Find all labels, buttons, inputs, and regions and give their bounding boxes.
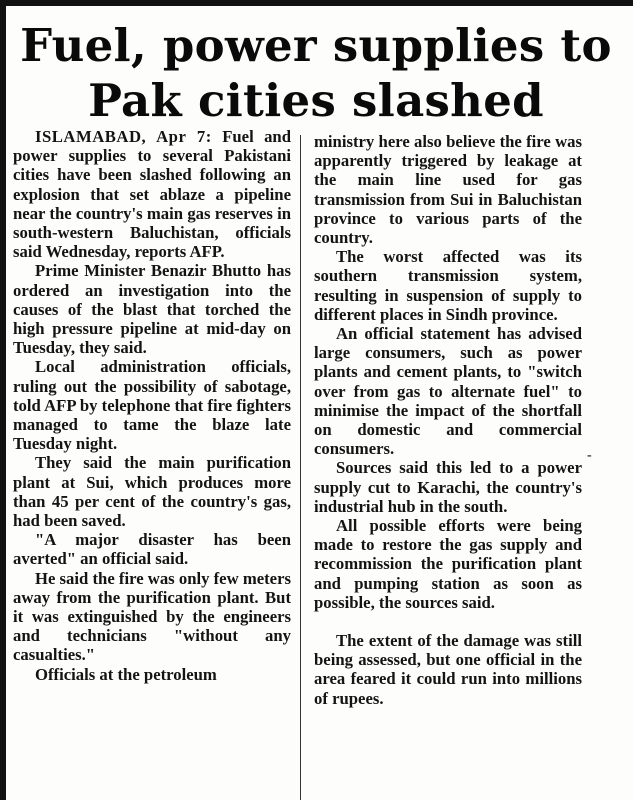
left-border-rule [0, 0, 6, 800]
paragraph: An official statement has advised large consumers, such as power plants and cement plants, to "switch over from gas to alternate fuel" to minimise the impact of the shortfall on domestic and commercial consumers. [314, 324, 582, 459]
column-divider [300, 135, 301, 800]
paragraph: "A major disaster has been averted" an official said. [13, 530, 291, 569]
paragraph: The worst affected was its southern transmission system, resulting in suspension of supply to different places in Sindh province. [314, 247, 582, 324]
headline-line-1: Fuel, power supplies to [20, 19, 612, 72]
top-border-rule [0, 0, 633, 6]
headline [10, 18, 622, 128]
paragraph-lead [13, 127, 291, 261]
paragraph: Local administration officials, ruling out the possibility of sabotage, told AFP by telephone that fire fighters managed to tame the blaze late Tuesday night. [13, 357, 291, 454]
paragraph: Officials at the petroleum [35, 664, 217, 684]
right-column [314, 132, 582, 708]
edge-mark: - [587, 448, 592, 463]
paragraph: All possible efforts were being made to restore the gas supply and recommission the purification plant and pumping station as soon as possible, the sources said. [314, 516, 582, 612]
paragraph: Sources said this led to a power supply cut to Karachi, the country's industrial hub in the south. [314, 458, 582, 516]
headline-line-2: Pak cities slashed [88, 74, 544, 127]
paragraph: They said the main purification plant at Sui, which produces more than 45 per cent of the country's gas, had been saved. [13, 453, 291, 531]
lead-text: Fuel and power supplies to several Pakistani cities have been slashed following an explosion that set ablaze a pipeline near the country's main gas reserves in south-western Baluchistan, officials said Wednesday, reports AFP. [13, 127, 291, 262]
paragraph: Prime Minister Benazir Bhutto has ordered an investigation into the causes of the blast that torched the high pressure pipeline at mid-day on Tuesday, they said. [13, 261, 291, 358]
left-column [13, 127, 291, 684]
paragraph: The extent of the damage was still being assessed, but one official in the area feared it could run into millions of rupees. [314, 631, 582, 708]
dateline: ISLAMABAD, Apr 7: [35, 127, 212, 146]
paragraph: He said the fire was only few meters away from the purification plant. But it was extinguished by the engineers and technicians "without any casualties." [13, 568, 291, 665]
paragraph-continued: ministry here also believe the fire was apparently triggered by leakage at the main line used for gas transmission from Sui in Baluchistan province to various parts of the country. [314, 132, 582, 248]
